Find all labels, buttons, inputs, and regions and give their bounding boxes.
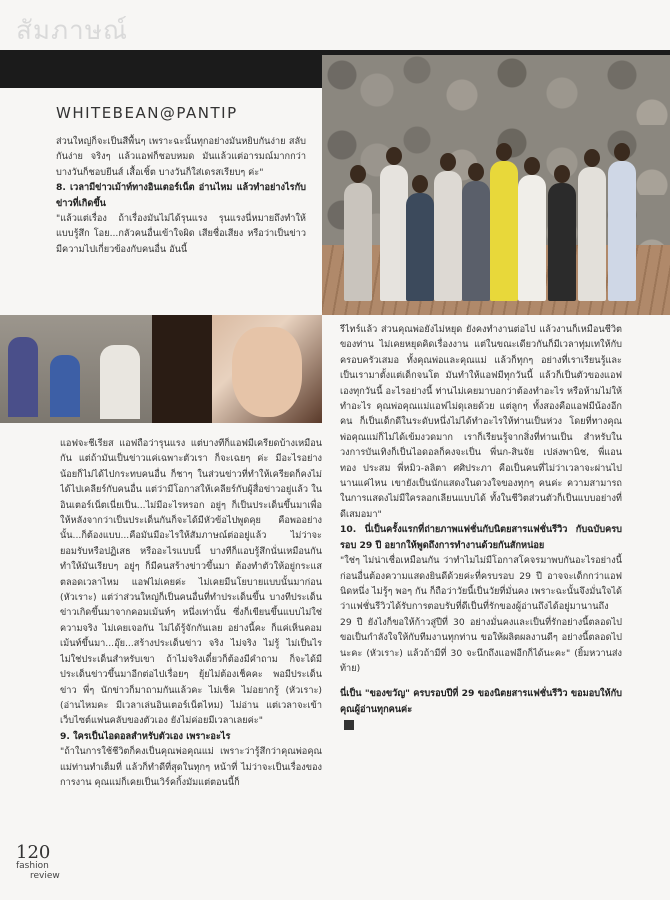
paragraph: แอฟจะชีเรียส แอฟถือว่ารุนแรง แต่บางทีก็แอฟมีเครียดบ้างเหมือนกัน แต่ถ้ามันเป็นข่าวแค่เฉพาะตัวเรา ก็จะเฉยๆ ค่ะ มีอะไรอย่างน้อยก็ไม่ได้ไปกระทบคนอื่น ก็ชาๆ ในส่วนข่าวที่ทำให้เครียดก็คงไม่ได้ไปเคลียร์กับคนอื่น แต่ว่ามีโอกาสให้เคลียร์กับผู้สื่อข่าวอยู่แล้ว ในอินเตอร์เน็ตเนี่ยเป็น...ไม่มีอะไรหรอก อยู่ๆ ก็เป็นประเด็นขึ้นมาเพื่อให้หลังจากว่าเป็นประเด็นกันก็จะได้มีหัวข้อไปพูดคุย คือพออย่างนั้น...ก็ต้องแบบ...คือมันมีอะไรให้สัมภาษณ์ต่ออยู่แล้ว ไม่ว่าจะยอมรับหรือปฏิเสธ หรืออะไรแบบนี้ บางทีก็แอบรู้สึกนั่นเหมือนกันทำให้มันเรียบๆ อยู่ๆ ก็มีคนสร้างข่าวขึ้นมา ต้องทำตัวให้อยู่กระแสตลอดเวลาไหม แอฟไม่เคยค่ะ ไม่เคยมีนโยบายแบบนั้นมาก่อน (หัวเราะ) แต่ว่าส่วนใหญ่ก็เป็นคนอื่นที่ทำประเด็นขึ้น บางทีประเด็นข่าวเกิดขึ้นมาจากคอมเม้นท์ๆ หนึ่งเท่านั้น ซึ่งก็เขียนขึ้นแบบไม่ใช่ความจริง ไม่เคยเจอกัน ไม่ได้รู้จักกันเลย อย่างนี้คะ ก็แค่เห็นคอมเม้นท์ขึ้นมา...อุ๊ย...สร้างประเด็นข่าว จริง ไม่จริง ไม่รู้ ไม่เป็นไร ไม่ใช่ประเด็นสำหรับเขา ถ้าไม่จริงเดี๋ยวก็ต้องมีคำถาม ก็จะได้มีประเด็นข่าวขึ้นมาอีกต่อไปเรื่อยๆ ยุ้ยไม่ต้องเช็คคะ พอมีประเด็นข่าว พี่ๆ นักข่าวก็มาถามกันแล้วคะ ไม่เช็ค ไม่อยากรู้ (หัวเราะ) (อ่านไหมคะ มีเวลาเล่นอินเตอร์เน็ตไหม) ไม่อ่าน แต่เวลาจะเข้าเว็บไซต์แฟนคลับของตัวเอง ยังไม่ค่อยมีเวลาเลยค่ะ" [60,438,322,727]
person-figure [8,337,38,417]
person-figure [380,165,408,301]
header-bar [0,0,670,50]
closing-text: นี่เป็น "ของขวัญ" ครบรอบปีที่ 29 ของนิตยสารแฟชั่นรีวิว ขอมอบให้กับคุณผู้อ่านทุกคนค่ะ [340,688,622,715]
question-heading: 10. นี่เป็นครั้งแรกที่ถ่ายภาพแฟชั่นกับนิตยสารแฟชั่นรีวิว กับฉบับครบรอบ 29 ปี อยากให้พูดถึงการทำงานด้วยกันสักหน่อย [340,524,622,551]
person-figure [406,193,434,301]
paragraph: ส่วนใหญ่ก็จะเป็นสีพื้นๆ เพราะฉะนั้นทุกอย่างมันหยิบกันง่าย สลับกันง่าย จริงๆ แล้วแอฟก็ชอบหมด มันแล้วแต่อารมณ์มากกว่า บางวันก็ชอบยีนส์ เสื้อเชิ้ต บางวันก็ใส่เดรสเรียบๆ ค่ะ" [56,136,306,178]
text-column-bottom-left [60,436,322,836]
makeup-photo [152,315,322,423]
person-figure [518,175,546,301]
person-figure [608,161,636,301]
person-figure [434,171,462,301]
question-heading: 8. เวลามีข่าวเม้าท์ทางอินเตอร์เน็ต อ่านไหม แล้วทำอย่างไรกับข่าวที่เกิดขึ้น [56,182,306,209]
header-black-band [0,50,322,88]
brand-line-2: review [30,871,60,881]
page-number: 120 [16,842,51,863]
group-photo [322,55,670,315]
question-heading: 9. ใครเป็นไอดอลสำหรับตัวเอง เพราะอะไร [60,730,231,742]
model-face [232,327,302,417]
person-figure [462,181,490,301]
text-column-top-left [56,134,306,294]
paragraph: รีไทร์แล้ว ส่วนคุณพ่อยังไม่หยุด ยังคงทำงานต่อไป แล้วงานก็เหมือนชีวิตของท่าน ไม่เคยหยุดคิดเรื่องงาน แต่ในขณะเดียวกันก็มีเวลาทุ่มเทให้กับครอบครัวเสมอ ทั้งคุณพ่อและคุณแม่ แล้วก็ทุกๆ อย่างที่เราเรียนรู้และเป็นเรามาตั้งแต่เด็กจนโต มันทำให้แอฟมีทุกวันนี้ แล้วก็เป็นตัวของแอฟเองทุกวันนี้ อะไรอย่างนี้ ท่านไม่เคยมาบอกว่าต้องทำอะไร หรือห้ามไม่ให้ทำอะไร คุณพ่อคุณแม่แอฟไม่ดุเลยด้วย แต่ลูกๆ ทั้งสองคือแอฟมีน้องอีกคน ก็เป็นเด็กดีในระดับหนึ่งไม่ได้ทำอะไรให้ท่านเป็นห่วง โดยที่ทางคุณพ่อคุณแม่ก็ไม่ได้เข้มงวดมาก เราก็เรียนรู้จากสิ่งที่ท่านเป็น สำหรับในวงการบันเทิงก็เป็นไอดอลก็คงจะเป็น พี่นก-สินจัย เปล่งพานิช, พี่แอน ทอง ประสม พี่หมิว-ลลิตา ศศิประภา คือเป็นคนที่ไม่ว่าเวลาจะผ่านไปนานแค่ไหน เขายังเป็นนักแสดงในดวงใจของทุกๆ คนค่ะ ความสามารถในการแสดงไม่มีใครลอกเลียนแบบได้ ทั้งในชีวิตส่วนตัวก็เป็นแบบอย่างที่ดีเสมอมา" [340,324,622,520]
paragraph: "แล้วแต่เรื่อง ถ้าเรื่องมันไม่ได้รุนแรง รุนแรงนี่หมายถึงทำให้แบบรู้สึก โอย...กลัวคนอื่นเข้าใจผิด เสียชื่อเสียง หรือว่าเป็นข่าว มีความไปเกี่ยวข้องกับคนอื่น อันนี้ [56,213,306,255]
person-figure [344,183,372,301]
person-figure [578,167,606,301]
person-figure [490,161,518,301]
person-figure [100,345,140,419]
person-figure [50,355,80,417]
paragraph: "ใช่ๆ ไม่น่าเชื่อเหมือนกัน ว่าทำไมไม่มีโอกาสโคจรมาพบกันอะไรอย่างนี้ ก่อนอื่นต้องความแสดงยินดีด้วยค่ะที่ครบรอบ 29 ปี อาจจะเด็กกว่าแอฟนิดหนึ่ง ไม่รู้ๆ พอๆ กัน ก็ถือว่าวัยนี้เป็นวัยที่มั่นคง เพราะฉะนั้นจึงมั่นใจได้ว่าแฟชั่นรีวิวได้รับการตอบรับที่ดีเป็นที่รักของผู้อ่านถึงได้อยู่มานานถึง 29 ปี ยังไงก็ขอให้ก้าวสู่ปีที่ 30 อย่างมั่นคงและเป็นที่รักอย่างนี้ตลอดไป ขอเป็นกำลังใจให้กับทีมงานทุกท่าน ขอให้ผลิตผลงานดีๆ อย่างนี้ตลอดไปนะคะ (หัวเราะ) แล้วถ้ามีที่ 30 จะนึกถึงแอฟอีกก็ได้นะคะ" (ยิ้มหวานส่งท้าย) [340,555,622,674]
paragraph: "ถ้าในการใช้ชีวิตก็คงเป็นคุณพ่อคุณแม่ เพราะว่ารู้สึกว่าคุณพ่อคุณแม่ท่านทำเต็มที่ แล้วก็ทำดีที่สุดในทุกๆ หน้าที่ ไม่ว่าจะเป็นเรื่องของการงาน คุณแม่ก็เคยเป็นเวิร์คกิ้งมัมแต่ตอนนี้ก็ [60,746,322,788]
section-heading: WHITEBEAN@PANTIP [56,104,238,122]
end-mark-icon [344,720,354,730]
header-title: สัมภาษณ์ [16,16,129,46]
artist-hair [152,315,212,423]
person-figure [548,183,576,301]
behind-the-scenes-photo [0,315,152,423]
text-column-right [340,322,622,812]
brand-line-1: fashion [16,861,49,871]
